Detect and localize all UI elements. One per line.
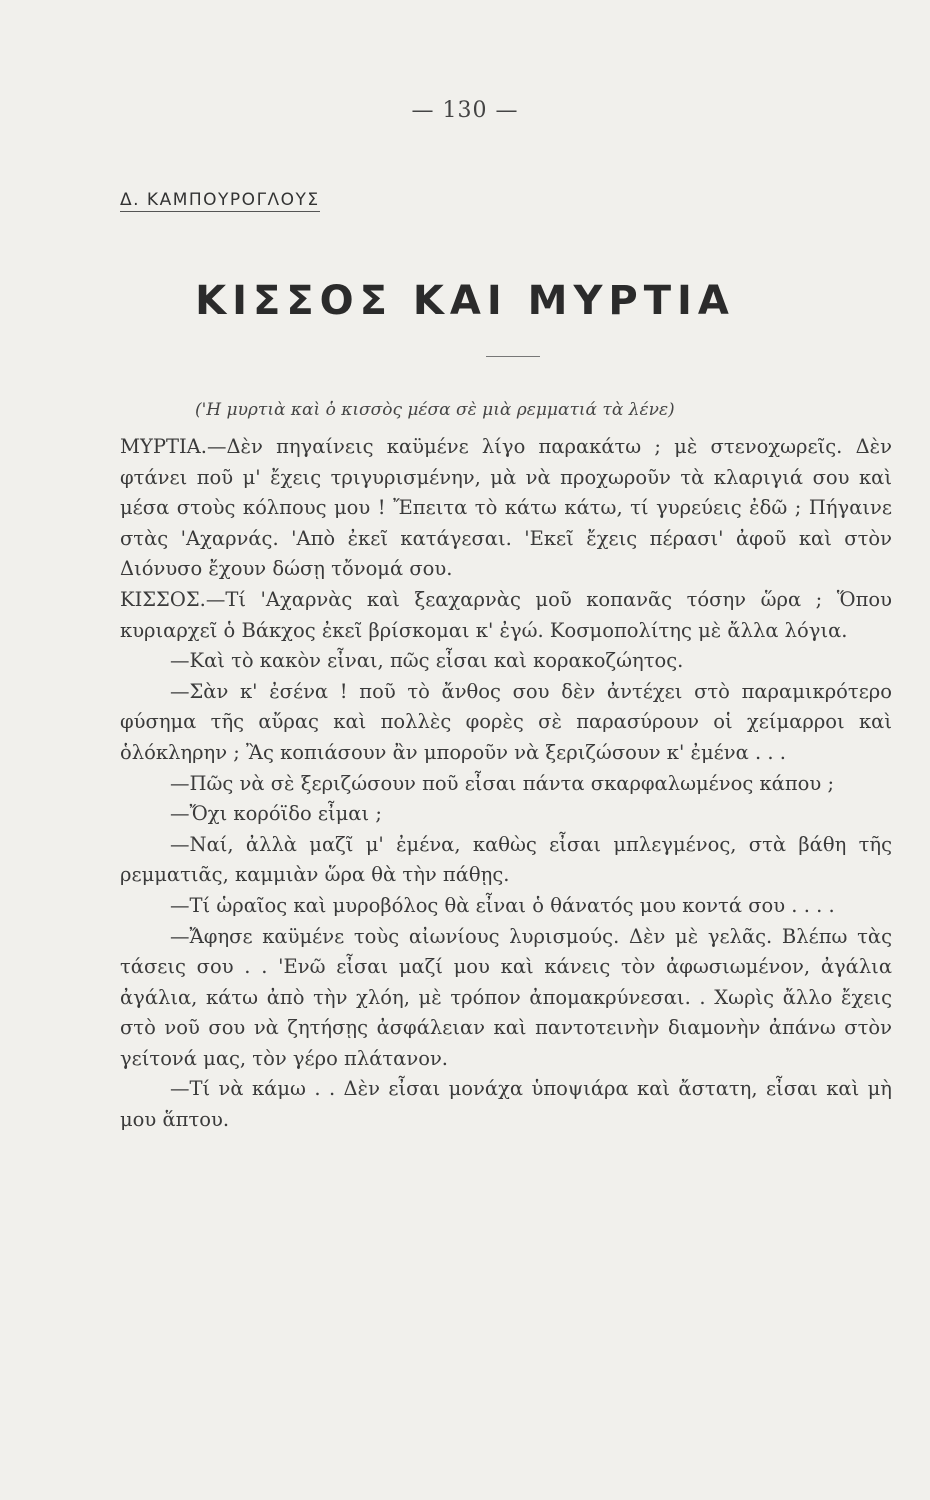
paragraph: —Σὰν κ' ἐσένα ! ποῦ τὸ ἄνθος σου δὲν ἀντέχει στὸ παραμικρότερο φύσημα τῆς αὔρας καὶ πολλὲς φορὲς σὲ παρασύρουν οἱ χείμαρροι καὶ ὁλόκληρην ; Ἂς κοπιάσουν ἂν μποροῦν νὰ ξεριζώσουν κ' ἐμένα . . .	[120, 679, 892, 764]
paragraph: —Ὄχι κορόϊδο εἶμαι ;	[170, 802, 382, 826]
paragraph: —Τί νὰ κάμω . . Δὲν εἶσαι μονάχα ὑποψιάρα καὶ ἄστατη, εἶσαι καὶ μὴ μου ἅπτου.	[120, 1077, 892, 1132]
paragraph: —Τί ὡραῖος καὶ μυροβόλος θὰ εἶναι ὁ θάνατός μου κοντά σου . . . .	[170, 893, 835, 917]
page-number: — 130 —	[411, 98, 519, 123]
stage-direction: ('Η μυρτιὰ καὶ ὁ κισσὸς μέσα σὲ μιὰ ρεμματιά τὰ λένε)	[195, 400, 675, 420]
paragraph: ΜΥΡΤΙΑ.—Δὲν πηγαίνεις καϋμένε λίγο παρακάτω ; μὲ στενοχωρεῖς. Δὲν φτάνει ποῦ μ' ἔχεις τριγυρισμένην, μὰ νὰ προχωροῦν τὰ κλαριγιά σου καὶ μέσα στοὺς κόλπους μου ! Ἔπειτα τὸ κάτω κάτω, τί γυρεύεις ἐδῶ ; Πήγαινε στὰς 'Αχαρνάς. 'Απὸ ἐκεῖ κατάγεσαι. 'Εκεῖ ἔχεις πέρασι' ἀφοῦ καὶ στὸν Διόνυσο ἔχουν δώσῃ τὄνομά σου.	[120, 435, 892, 581]
poem-title: ΚΙΣΣΟΣ ΚΑΙ ΜΥΡΤΙΑ	[195, 278, 735, 324]
paragraph: —Καὶ τὸ κακὸν εἶναι, πῶς εἶσαι καὶ κορακοζώητος.	[170, 649, 684, 673]
dialogue-text	[120, 432, 892, 1136]
paragraph: ΚΙΣΣΟΣ.—Τί 'Αχαρνὰς καὶ ξεαχαρνὰς μοῦ κοπανᾶς τόσην ὥρα ; Ὅπου κυριαρχεῖ ὁ Βάκχος ἐκεῖ βρίσκομαι κ' ἐγώ. Κοσμοπολίτης μὲ ἄλλα λόγια.	[120, 587, 892, 642]
title-divider	[486, 356, 540, 357]
author-name: Δ. ΚΑΜΠΟΥΡΟΓΛΟΥΣ	[120, 190, 320, 210]
paragraph: —Ἄφησε καϋμένε τοὺς αἰωνίους λυρισμούς. Δὲν μὲ γελᾶς. Βλέπω τὰς τάσεις σου . . 'Ενῶ εἶσαι μαζί μου καὶ κάνεις τὸν ἀφωσιωμένον, ἀγάλια ἀγάλια, κάτω ἀπὸ τὴν χλόη, μὲ τρόπον ἀπομακρύνεσαι. . Χωρὶς ἄλλο ἔχεις στὸ νοῦ σου νὰ ζητήσῃς ἀσφάλειαν καὶ παντοτεινὴν διαμονὴν ἀπάνω στὸν γείτονά μας, τὸν γέρο πλάτανον.	[120, 924, 892, 1070]
paragraph: —Ναί, ἀλλὰ μαζῖ μ' ἐμένα, καθὼς εἶσαι μπλεγμένος, στὰ βάθη τῆς ρεμματιᾶς, καμμιὰν ὥρα θὰ τὴν πάθῃς.	[120, 832, 892, 887]
paragraph: —Πῶς νὰ σὲ ξεριζώσουν ποῦ εἶσαι πάντα σκαρφαλωμένος κάπου ;	[170, 771, 835, 795]
